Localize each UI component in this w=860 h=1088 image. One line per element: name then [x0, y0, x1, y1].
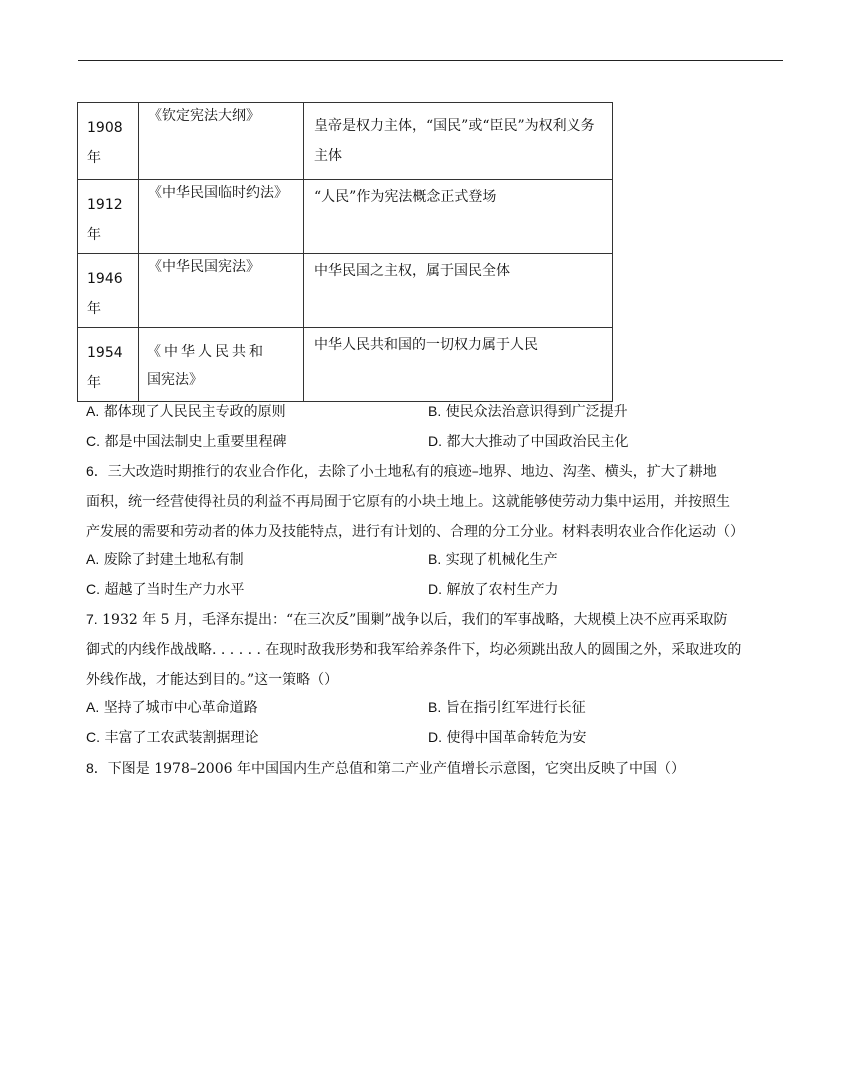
option-text: 坚持了城市中心革命道路 [103, 700, 258, 716]
document-name: 《钦定宪法大纲》 [148, 108, 260, 124]
q5-option-b[interactable] [428, 401, 628, 421]
option-text: 丰富了工农武装割据理论 [104, 730, 259, 746]
q6-option-d[interactable] [428, 579, 558, 599]
question-text-line: 三大改造时期推行的农业合作化，去除了小土地私有的痕迹–地界、地边、沟垄、横头，扩大了耕地 [107, 464, 717, 480]
question-8-stem [86, 753, 786, 784]
description-cell [304, 254, 613, 328]
q6-option-row-2 [86, 579, 786, 603]
q7-option-a[interactable] [86, 697, 258, 717]
q6-option-row-1 [86, 549, 786, 573]
option-letter: B. [428, 551, 442, 567]
description-text: “人民”作为宪法概念正式登场 [314, 189, 497, 205]
year-unit: 年 [87, 301, 101, 317]
year-cell [78, 328, 139, 402]
description-cell [304, 328, 613, 402]
option-letter: A. [86, 699, 100, 715]
q7-option-d[interactable] [428, 727, 586, 747]
question-number: 7. [86, 611, 98, 627]
document-name-line1: 《中华人民共和 [147, 344, 266, 360]
q5-option-a[interactable] [86, 401, 286, 421]
question-text-line: 下图是 1978–2006 年中国国内生产总值和第二产业产值增长示意图，它突出反映了中国（） [107, 761, 685, 777]
option-letter: D. [428, 433, 442, 449]
question-text-line: 产发展的需要和劳动者的体力及技能特点，进行有计划的、合理的分工分业。材料表明农业合作化运动（） [86, 524, 744, 540]
document-name: 《中华民国宪法》 [148, 259, 260, 275]
q5-option-row-1 [86, 401, 786, 425]
question-6-stem [86, 456, 786, 547]
document-cell [139, 328, 304, 402]
option-letter: C. [86, 433, 100, 449]
question-text-line: 御式的内线作战战略. . . . . . 在现时敌我形势和我军给养条件下，均必须跳出敌人的圆围之外，采取进攻的 [86, 642, 742, 658]
option-letter: C. [86, 581, 100, 597]
header-rule [78, 60, 783, 61]
question-number: 6． [86, 463, 108, 479]
option-text: 旨在指引红军进行长征 [445, 700, 586, 716]
q7-option-row-1 [86, 697, 786, 721]
q7-option-c[interactable] [86, 727, 258, 747]
year-value: 1954 [87, 345, 123, 361]
question-number: 8． [86, 760, 108, 776]
year-value: 1912 [87, 197, 123, 213]
option-letter: B. [428, 699, 442, 715]
table-row [78, 328, 613, 402]
q5-option-row-2 [86, 431, 786, 455]
description-text: 中华民国之主权，属于国民全体 [314, 263, 510, 279]
option-text: 都大大推动了中国政治民主化 [446, 434, 629, 450]
option-text: 超越了当时生产力水平 [104, 582, 245, 598]
description-text: 中华人民共和国的一切权力属于人民 [314, 337, 538, 353]
option-letter: A. [86, 551, 100, 567]
table-row [78, 180, 613, 254]
q5-option-c[interactable] [86, 431, 286, 451]
table-row [78, 103, 613, 180]
description-text: 皇帝是权力主体，“国民”或“臣民”为权利义务主体 [314, 118, 595, 164]
description-cell [304, 103, 613, 180]
table-row [78, 254, 613, 328]
option-text: 实现了机械化生产 [445, 552, 558, 568]
option-text: 解放了农村生产力 [446, 582, 559, 598]
option-text: 都体现了人民民主专政的原则 [103, 404, 286, 420]
constitution-table [77, 102, 613, 402]
q5-option-d[interactable] [428, 431, 628, 451]
option-text: 使民众法治意识得到广泛提升 [445, 404, 628, 420]
question-text-line: 1932 年 5 月，毛泽东提出：“在三次反”围剿”战争以后，我们的军事战略，大规模上决不应再采取防 [102, 612, 728, 628]
option-letter: B. [428, 403, 442, 419]
year-value: 1908 [87, 120, 123, 136]
year-cell [78, 254, 139, 328]
option-text: 使得中国革命转危为安 [446, 730, 587, 746]
option-letter: D. [428, 729, 442, 745]
q6-option-a[interactable] [86, 549, 244, 569]
description-cell [304, 180, 613, 254]
option-letter: C. [86, 729, 100, 745]
year-unit: 年 [87, 375, 101, 391]
document-cell [139, 103, 304, 180]
q7-option-b[interactable] [428, 697, 586, 717]
year-cell [78, 180, 139, 254]
year-unit: 年 [87, 150, 101, 166]
option-letter: D. [428, 581, 442, 597]
option-text: 废除了封建土地私有制 [103, 552, 244, 568]
document-name: 《中华民国临时约法》 [148, 185, 288, 201]
question-7-stem [86, 604, 786, 695]
year-value: 1946 [87, 271, 123, 287]
option-text: 都是中国法制史上重要里程碑 [104, 434, 287, 450]
q7-option-row-2 [86, 727, 786, 751]
option-letter: A. [86, 403, 100, 419]
year-unit: 年 [87, 227, 101, 243]
q6-option-b[interactable] [428, 549, 558, 569]
year-cell [78, 103, 139, 180]
question-text-line: 面积，统一经营使得社员的利益不再局囿于它原有的小块土地上。这就能够使劳动力集中运用，并按照生 [86, 494, 730, 510]
document-cell [139, 180, 304, 254]
question-text-line: 外线作战，才能达到目的。”这一策略（） [86, 672, 339, 688]
q6-option-c[interactable] [86, 579, 244, 599]
document-name-line2: 国宪法》 [147, 372, 203, 388]
document-cell [139, 254, 304, 328]
